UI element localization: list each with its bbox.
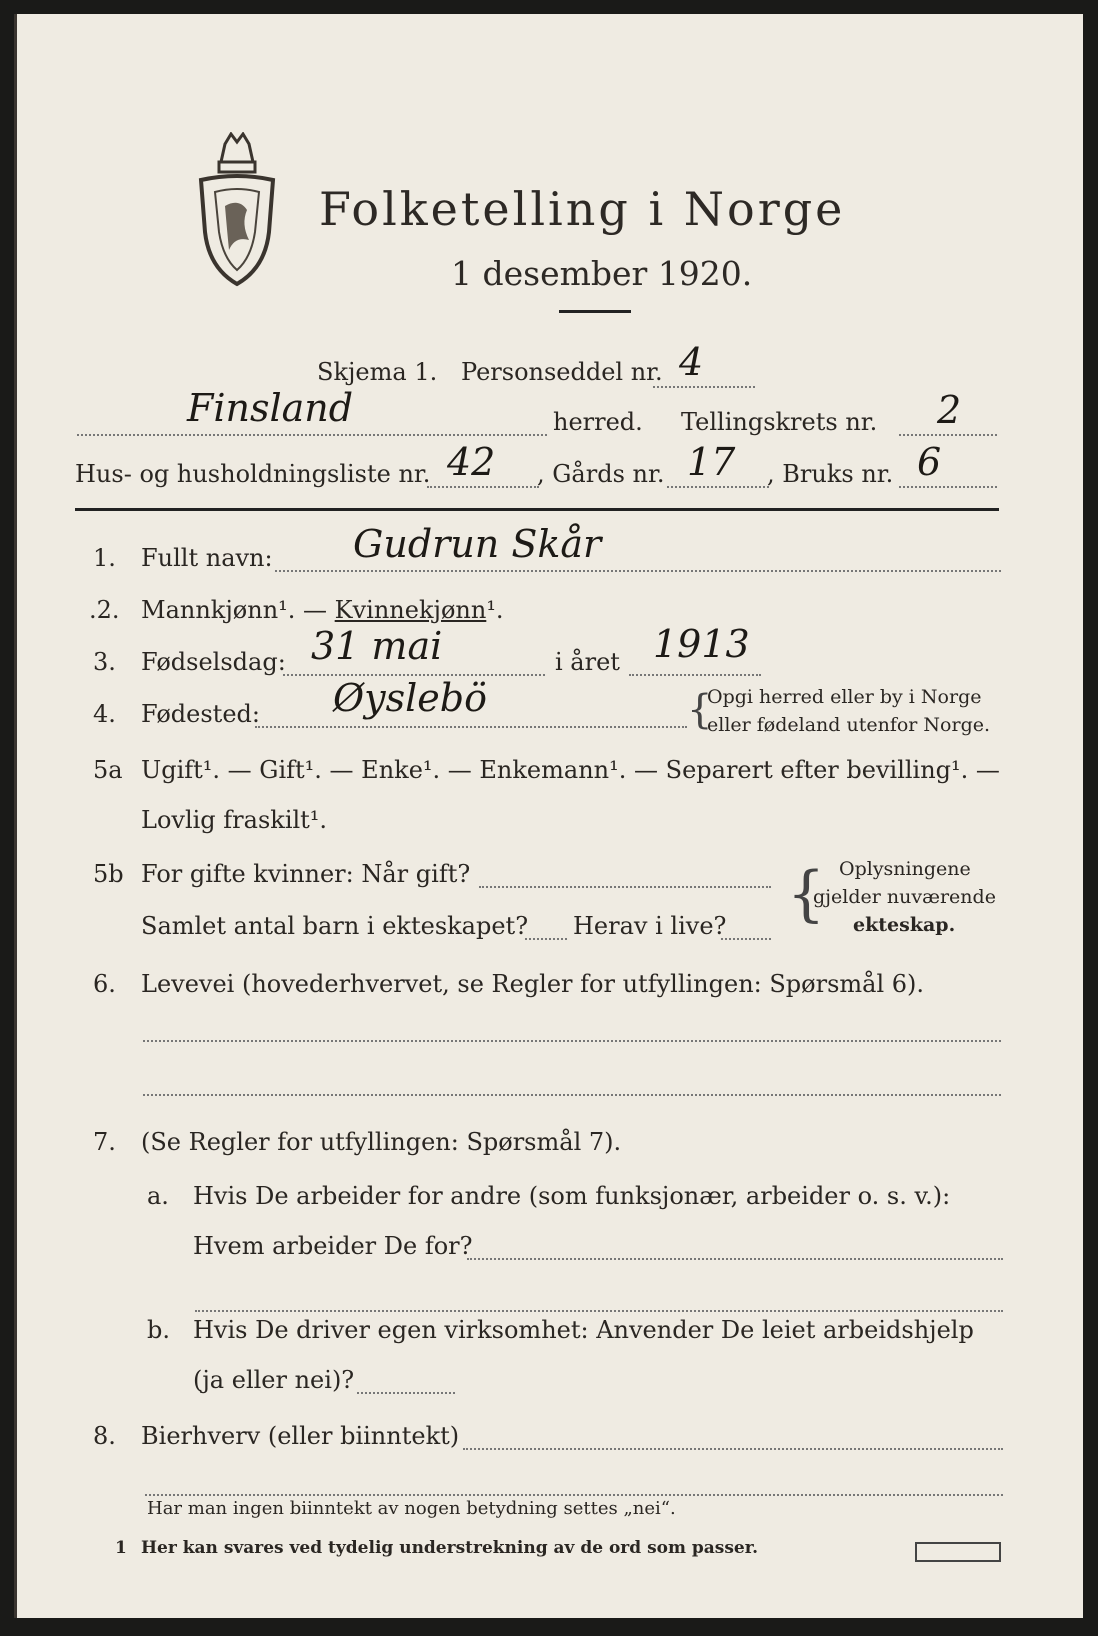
q8-number: 8. bbox=[93, 1422, 116, 1450]
bruks-value: 6 bbox=[917, 440, 942, 484]
q2-female-option: Kvinnekjønn bbox=[334, 596, 487, 624]
q5a-line2: Lovlig fraskilt¹. bbox=[141, 806, 328, 834]
q7b-line1: Hvis De driver egen virksomhet: Anvender De leiet arbeidshjelp bbox=[193, 1316, 974, 1344]
gards-value: 17 bbox=[687, 440, 736, 484]
herred-value: Finsland bbox=[187, 386, 354, 430]
footnote-mark: 1 bbox=[115, 1538, 127, 1558]
q5b-married-line bbox=[479, 886, 771, 888]
q2-options bbox=[141, 596, 504, 624]
q2-female-mark: ¹. bbox=[486, 596, 504, 624]
q7b-line bbox=[357, 1392, 455, 1394]
q3-year-label: i året bbox=[555, 648, 620, 676]
q3-number: 3. bbox=[93, 648, 116, 676]
tellingskrets-value: 2 bbox=[937, 388, 962, 432]
hus-line bbox=[427, 486, 539, 488]
tellingskrets-label: Tellingskrets nr. bbox=[681, 408, 878, 436]
q2-male-option: Mannkjønn¹. — bbox=[141, 596, 328, 624]
q4-label: Fødested: bbox=[141, 700, 260, 728]
q2-number: .2. bbox=[89, 596, 120, 624]
q7a-line2: Hvem arbeider De for? bbox=[193, 1232, 473, 1260]
q5b-brace: { bbox=[787, 859, 826, 929]
q7-number: 7. bbox=[93, 1128, 116, 1156]
q5a-number: 5a bbox=[93, 756, 123, 784]
personseddel-line bbox=[653, 386, 755, 388]
q3-year-line bbox=[629, 674, 761, 676]
q3-label: Fødselsdag: bbox=[141, 648, 286, 676]
q3-year-value: 1913 bbox=[653, 622, 750, 666]
q6-label: Levevei (hovederhvervet, se Regler for utfyllingen: Spørsmål 6). bbox=[141, 970, 925, 998]
q8-line bbox=[463, 1448, 1003, 1450]
q4-note-2: eller fødeland utenfor Norge. bbox=[707, 714, 991, 736]
q5b-children-line bbox=[525, 938, 567, 940]
q5b-line2b: Herav i live? bbox=[573, 912, 727, 940]
herred-line bbox=[77, 434, 547, 436]
q1-value: Gudrun Skår bbox=[353, 522, 602, 566]
q5b-line1: For gifte kvinner: Når gift? bbox=[141, 860, 471, 888]
q1-label: Fullt navn: bbox=[141, 544, 273, 572]
personseddel-value: 4 bbox=[679, 340, 704, 384]
census-date: 1 desember 1920. bbox=[451, 254, 753, 293]
q3-value: 31 mai bbox=[311, 624, 443, 668]
page-title: Folketelling i Norge bbox=[319, 182, 846, 236]
q4-note-1: Opgi herred eller by i Norge bbox=[707, 686, 982, 708]
skjema-label: Skjema 1. bbox=[317, 358, 438, 386]
q6-line-1 bbox=[143, 1040, 1001, 1042]
q6-line-2 bbox=[143, 1094, 1001, 1096]
hus-value: 42 bbox=[447, 440, 496, 484]
q5b-note-1: Oplysningene bbox=[839, 858, 971, 880]
herred-label: herred. bbox=[553, 408, 643, 436]
q7b-letter: b. bbox=[147, 1316, 170, 1344]
q1-line bbox=[275, 570, 1001, 572]
bruks-label: , Bruks nr. bbox=[767, 460, 894, 488]
q4-value: Øyslebö bbox=[333, 676, 487, 720]
q5b-note-2: gjelder nuværende bbox=[813, 886, 996, 908]
q4-brace: { bbox=[687, 687, 713, 733]
tellingskrets-line bbox=[899, 434, 997, 436]
printer-stamp bbox=[915, 1542, 1001, 1562]
q7b-line2: (ja eller nei)? bbox=[193, 1366, 355, 1394]
q7a-line bbox=[467, 1258, 1003, 1260]
q7-label: (Se Regler for utfyllingen: Spørsmål 7). bbox=[141, 1128, 622, 1156]
header-rule bbox=[75, 508, 999, 511]
q5b-number: 5b bbox=[93, 860, 124, 888]
title-divider bbox=[559, 310, 631, 313]
nei-note: Har man ingen biinntekt av nogen betydning settes „nei“. bbox=[147, 1498, 676, 1519]
q6-number: 6. bbox=[93, 970, 116, 998]
personseddel-label: Personseddel nr. bbox=[461, 358, 663, 386]
q8-label: Bierhverv (eller biinntekt) bbox=[141, 1422, 460, 1450]
q4-number: 4. bbox=[93, 700, 116, 728]
hus-label: Hus- og husholdningsliste nr. bbox=[75, 460, 431, 488]
q5b-line2a: Samlet antal barn i ekteskapet? bbox=[141, 912, 529, 940]
q5b-alive-line bbox=[721, 938, 771, 940]
gards-line bbox=[667, 486, 769, 488]
census-form-page bbox=[14, 14, 1083, 1618]
q4-line bbox=[255, 726, 687, 728]
bruks-line bbox=[899, 486, 997, 488]
gards-label: , Gårds nr. bbox=[537, 460, 665, 488]
q1-number: 1. bbox=[93, 544, 116, 572]
q8-line-2 bbox=[145, 1494, 1003, 1496]
q7a-line-2 bbox=[195, 1310, 1003, 1312]
coat-of-arms-icon bbox=[195, 132, 279, 288]
q5b-note-3: ekteskap. bbox=[853, 914, 956, 936]
q5a-line1: Ugift¹. — Gift¹. — Enke¹. — Enkemann¹. — Separert efter bevilling¹. — bbox=[141, 756, 1000, 784]
q7a-line1: Hvis De arbeider for andre (som funksjonær, arbeider o. s. v.): bbox=[193, 1182, 951, 1210]
footnote: Her kan svares ved tydelig understrekning av de ord som passer. bbox=[141, 1538, 759, 1558]
q7a-letter: a. bbox=[147, 1182, 169, 1210]
